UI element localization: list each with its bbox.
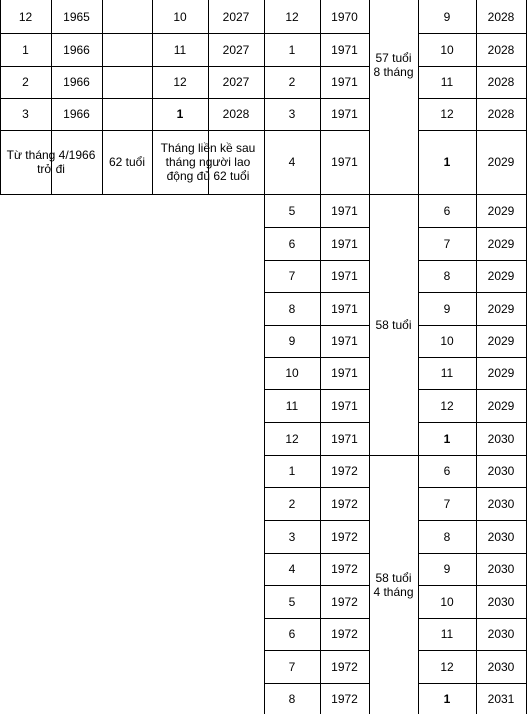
right-retire-month: 6 xyxy=(443,464,451,478)
right-birth-month: 3 xyxy=(288,529,296,544)
left-birth-year: 1966 xyxy=(63,107,90,121)
right-retire-year: 2028 xyxy=(487,42,515,57)
right-birth-month: 10 xyxy=(285,366,299,380)
right-birth-month: 11 xyxy=(285,398,299,413)
right-retire-month: 10 xyxy=(440,42,454,57)
right-birth-month: 4 xyxy=(288,155,296,169)
left-retire-year: 2027 xyxy=(222,42,250,57)
right-birth-year: 1971 xyxy=(331,431,358,446)
right-retire-year: 2030 xyxy=(487,594,515,609)
right-birth-month: 7 xyxy=(288,659,296,674)
right-retire-year: 2028 xyxy=(487,9,515,24)
right-retire-month: 11 xyxy=(440,627,454,641)
right-birth-month: 2 xyxy=(288,496,296,511)
right-retire-year: 2029 xyxy=(487,366,515,380)
age-group-label: 57 tuổi 8 tháng xyxy=(373,51,414,79)
left-retire-month: 11 xyxy=(173,42,187,57)
left-birth-month: 2 xyxy=(22,75,29,89)
left-age: 62 tuổi xyxy=(108,155,146,169)
right-birth-month: 2 xyxy=(288,75,296,89)
right-retire-year: 2030 xyxy=(487,627,515,641)
right-birth-year: 1972 xyxy=(331,691,358,706)
right-birth-year: 1972 xyxy=(331,529,358,544)
right-retire-year: 2030 xyxy=(487,496,515,511)
right-birth-month: 3 xyxy=(288,107,296,121)
right-birth-month: 1 xyxy=(288,464,296,478)
right-retire-year: 2030 xyxy=(487,562,515,576)
right-retire-year: 2029 xyxy=(487,269,515,283)
right-birth-year: 1972 xyxy=(331,627,358,641)
right-birth-year: 1971 xyxy=(331,236,358,251)
right-retire-month: 9 xyxy=(443,562,451,576)
right-birth-year: 1971 xyxy=(331,334,358,348)
right-birth-year: 1971 xyxy=(331,155,358,169)
left-birth-year: 1966 xyxy=(63,42,90,57)
right-birth-year: 1971 xyxy=(331,269,358,283)
left-birth-month: 1 xyxy=(22,42,29,57)
right-birth-month: 8 xyxy=(288,301,296,316)
right-retire-year: 2029 xyxy=(487,203,515,218)
right-retire-month: 6 xyxy=(443,203,451,218)
right-retire-year: 2029 xyxy=(487,398,515,413)
right-birth-year: 1971 xyxy=(331,366,358,380)
right-birth-year: 1970 xyxy=(331,9,358,24)
right-retire-month: 10 xyxy=(440,334,454,348)
right-birth-month: 7 xyxy=(288,269,296,283)
left-retire-year: 2027 xyxy=(222,75,250,89)
right-birth-month: 6 xyxy=(288,236,296,251)
right-birth-year: 1972 xyxy=(331,562,358,576)
right-retire-year: 2029 xyxy=(487,155,515,169)
right-retire-month: 11 xyxy=(440,75,454,89)
right-retire-month: 9 xyxy=(443,301,451,316)
right-birth-year: 1971 xyxy=(331,107,358,121)
right-birth-year: 1972 xyxy=(331,594,358,609)
right-birth-month: 8 xyxy=(288,691,296,706)
right-birth-month: 5 xyxy=(288,594,296,609)
right-birth-month: 6 xyxy=(288,627,296,641)
right-retire-year: 2030 xyxy=(487,464,515,478)
right-birth-month: 9 xyxy=(288,334,296,348)
right-retire-year: 2030 xyxy=(487,659,515,674)
left-retire-year: 2028 xyxy=(222,107,250,121)
left-birth-month: 12 xyxy=(18,9,33,24)
right-birth-year: 1971 xyxy=(331,42,358,57)
age-group-label: 58 tuổi 4 tháng xyxy=(373,570,414,599)
right-birth-year: 1971 xyxy=(331,301,358,316)
age-group-label: 58 tuổi xyxy=(375,317,412,332)
left-retire-month: 10 xyxy=(173,9,187,24)
right-retire-month: 8 xyxy=(443,269,451,283)
right-retire-year: 2029 xyxy=(487,236,515,251)
left-birth-month: 3 xyxy=(22,107,29,121)
right-retire-month: 12 xyxy=(440,398,454,413)
right-retire-month: 9 xyxy=(443,9,451,24)
right-birth-month: 12 xyxy=(285,431,299,446)
left-retire-month: 1 xyxy=(176,107,184,121)
left-retire-note: Tháng liền kề sau tháng người lao động đủ 62 tuổi xyxy=(160,141,256,183)
right-retire-year: 2031 xyxy=(487,691,515,706)
left-birth-year: 1966 xyxy=(63,75,90,89)
right-birth-year: 1972 xyxy=(331,659,358,674)
right-retire-month: 8 xyxy=(443,529,451,544)
right-retire-month: 7 xyxy=(443,496,451,511)
right-retire-month: 1 xyxy=(443,431,451,446)
right-birth-year: 1971 xyxy=(331,203,358,218)
right-birth-month: 1 xyxy=(288,42,296,57)
right-retire-year: 2028 xyxy=(487,75,515,89)
right-retire-year: 2029 xyxy=(487,301,515,316)
right-retire-year: 2029 xyxy=(487,334,515,348)
right-birth-month: 12 xyxy=(285,9,299,24)
right-birth-year: 1971 xyxy=(331,398,358,413)
right-birth-year: 1972 xyxy=(331,496,358,511)
right-retire-month: 10 xyxy=(440,594,454,609)
right-retire-month: 11 xyxy=(440,366,454,380)
right-birth-year: 1972 xyxy=(331,464,358,478)
right-birth-year: 1971 xyxy=(331,75,358,89)
right-retire-year: 2028 xyxy=(487,107,515,121)
left-retire-year: 2027 xyxy=(222,9,250,24)
right-retire-month: 12 xyxy=(440,107,454,121)
right-retire-month: 12 xyxy=(440,659,454,674)
left-retire-month: 12 xyxy=(173,75,187,89)
right-retire-month: 7 xyxy=(443,236,451,251)
right-birth-month: 4 xyxy=(288,562,296,576)
left-birth-year: 1965 xyxy=(63,9,90,24)
right-retire-year: 2030 xyxy=(487,431,515,446)
right-retire-year: 2030 xyxy=(487,529,515,544)
right-retire-month: 1 xyxy=(443,691,451,706)
right-retire-month: 1 xyxy=(443,155,451,169)
left-from-note: Từ tháng 4/1966 trở đi xyxy=(6,148,96,176)
right-birth-month: 5 xyxy=(288,203,296,218)
